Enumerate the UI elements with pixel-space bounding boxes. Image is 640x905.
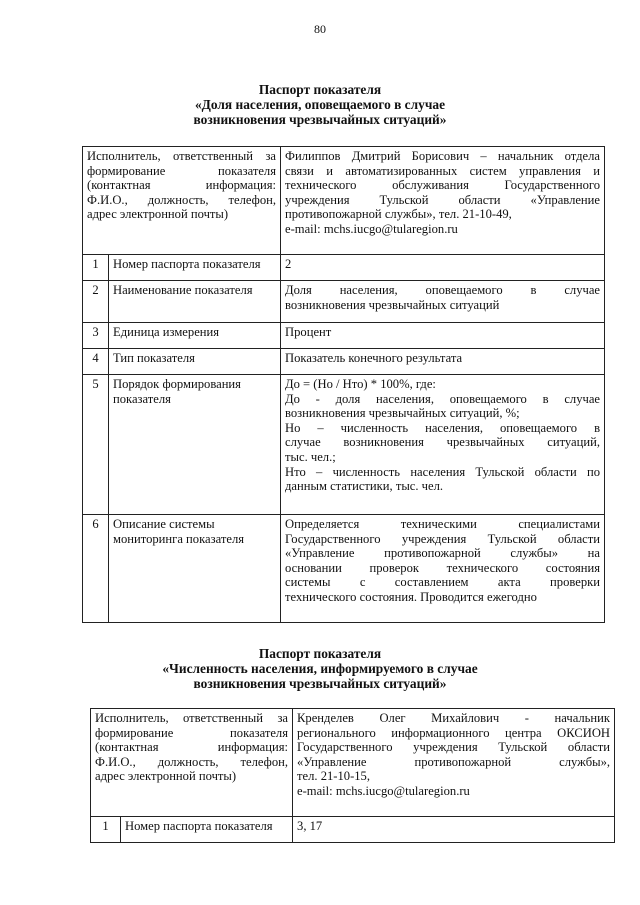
text-line: Нто – численность населения Тульской области по (285, 464, 601, 479)
table-row (83, 255, 605, 281)
page-number: 80 (314, 22, 326, 36)
row-value (293, 817, 615, 843)
title-line: «Доля населения, оповещаемого в случае (194, 97, 446, 112)
text-line: «Управление противопожарной службы» на (285, 546, 601, 561)
text-line: Филиппов Дмитрий Борисович – начальник отдела (285, 149, 601, 163)
text-line: Ф.И.О., должность, телефон, (95, 754, 289, 769)
row-label (109, 255, 281, 281)
text-line: адрес электронной почты) (87, 207, 229, 222)
text-line: технического состояния. Проводится ежегодно (285, 589, 537, 604)
row-number: 6 (83, 515, 109, 623)
passport-1-table (82, 146, 605, 623)
text-line: возникновения чрезвычайных ситуаций, %; (285, 406, 520, 421)
text-line: противопожарной службы», тел. 21-10-49, (285, 207, 512, 222)
text-line: e-mail: mchs.iucgo@tularegion.ru (285, 221, 458, 236)
text-line: Показатель конечного результата (285, 351, 463, 365)
text-line: Определяется техническими специалистами (285, 517, 601, 531)
text-line: Но – численность населения, оповещаемого в (285, 420, 601, 435)
row-number: 5 (83, 375, 109, 515)
row-number: 2 (83, 281, 109, 323)
title-line: Паспорт показателя (258, 646, 382, 661)
text-line: технического обслуживания Государственного (285, 178, 601, 193)
executor-label (91, 709, 293, 817)
text-line: формирование показателя (95, 725, 289, 740)
text-line: Тип показателя (113, 351, 195, 365)
title-line: возникновения чрезвычайных ситуаций» (193, 676, 447, 691)
table-row (83, 349, 605, 375)
table-row (83, 375, 605, 515)
passport-1-title (0, 82, 640, 127)
text-line: Порядок формирования (113, 377, 241, 391)
text-line: Исполнитель, ответственный за (87, 149, 277, 163)
text-line: данным статистики, тыс. чел. (285, 479, 444, 494)
text-line: Единица измерения (113, 325, 220, 339)
text-line: тел. 21-10-15, (297, 769, 371, 784)
row-label (109, 375, 281, 515)
row-number: 1 (91, 817, 121, 843)
text-line: тыс. чел.; (285, 449, 336, 464)
row-value (281, 281, 605, 323)
row-label (109, 323, 281, 349)
text-line: e-mail: mchs.iucgo@tularegion.ru (297, 783, 470, 798)
table-row (91, 817, 615, 843)
text-line: 3, 17 (297, 819, 323, 833)
table-row (83, 515, 605, 623)
text-line: мониторинга показателя (113, 531, 245, 546)
text-line: Кренделев Олег Михайлович - начальник (297, 711, 611, 725)
passport-2-table (90, 708, 615, 843)
text-line: случае возникновения чрезвычайных ситуаций, (285, 435, 601, 450)
text-line: (контактная информация: (95, 740, 289, 755)
row-label (121, 817, 293, 843)
row-label (109, 281, 281, 323)
text-line: Наименование показателя (113, 283, 253, 297)
text-line: До = (Но / Нто) * 100%, где: (285, 377, 436, 391)
text-line: показателя (113, 391, 171, 406)
title-line: «Численность населения, информируемого в случае (162, 661, 478, 676)
row-label (109, 515, 281, 623)
row-value (281, 323, 605, 349)
executor-value (281, 147, 605, 255)
text-line: возникновения чрезвычайных ситуаций (285, 297, 500, 312)
text-line: Государственного учреждения Тульской области (285, 531, 601, 546)
executor-label (83, 147, 281, 255)
title-line: Паспорт показателя (258, 82, 382, 97)
executor-row (91, 709, 615, 817)
executor-row (83, 147, 605, 255)
text-line: системы с составлением акта проверки (285, 575, 601, 590)
text-line: Процент (285, 325, 332, 339)
text-line: 2 (285, 257, 292, 271)
text-line: адрес электронной почты) (95, 769, 237, 784)
text-line: (контактная информация: (87, 178, 277, 193)
row-value (281, 515, 605, 623)
text-line: Государственного учреждения Тульской области (297, 740, 611, 755)
text-line: «Управление противопожарной службы», (297, 754, 611, 769)
text-line: учреждения Тульской области «Управление (285, 192, 601, 207)
row-number: 3 (83, 323, 109, 349)
row-number: 4 (83, 349, 109, 375)
row-value (281, 255, 605, 281)
text-line: До - доля населения, оповещаемого в случае (285, 391, 601, 406)
text-line: основании проверок технического состояния (285, 560, 601, 575)
passport-2-title (0, 646, 640, 691)
row-value (281, 349, 605, 375)
row-value (281, 375, 605, 515)
text-line: Номер паспорта показателя (125, 819, 273, 833)
table-row (83, 323, 605, 349)
text-line: Номер паспорта показателя (113, 257, 261, 271)
text-line: регионального информационного центра ОКСИОН (297, 725, 611, 740)
row-label (109, 349, 281, 375)
text-line: связи и автоматизированных систем управления и (285, 163, 601, 178)
row-number: 1 (83, 255, 109, 281)
text-line: Ф.И.О., должность, телефон, (87, 192, 277, 207)
title-line: возникновения чрезвычайных ситуаций» (193, 112, 447, 127)
table-row (83, 281, 605, 323)
text-line: Исполнитель, ответственный за (95, 711, 289, 725)
text-line: Описание системы (113, 517, 215, 531)
text-line: Доля населения, оповещаемого в случае (285, 283, 601, 297)
text-line: формирование показателя (87, 163, 277, 178)
executor-value (293, 709, 615, 817)
